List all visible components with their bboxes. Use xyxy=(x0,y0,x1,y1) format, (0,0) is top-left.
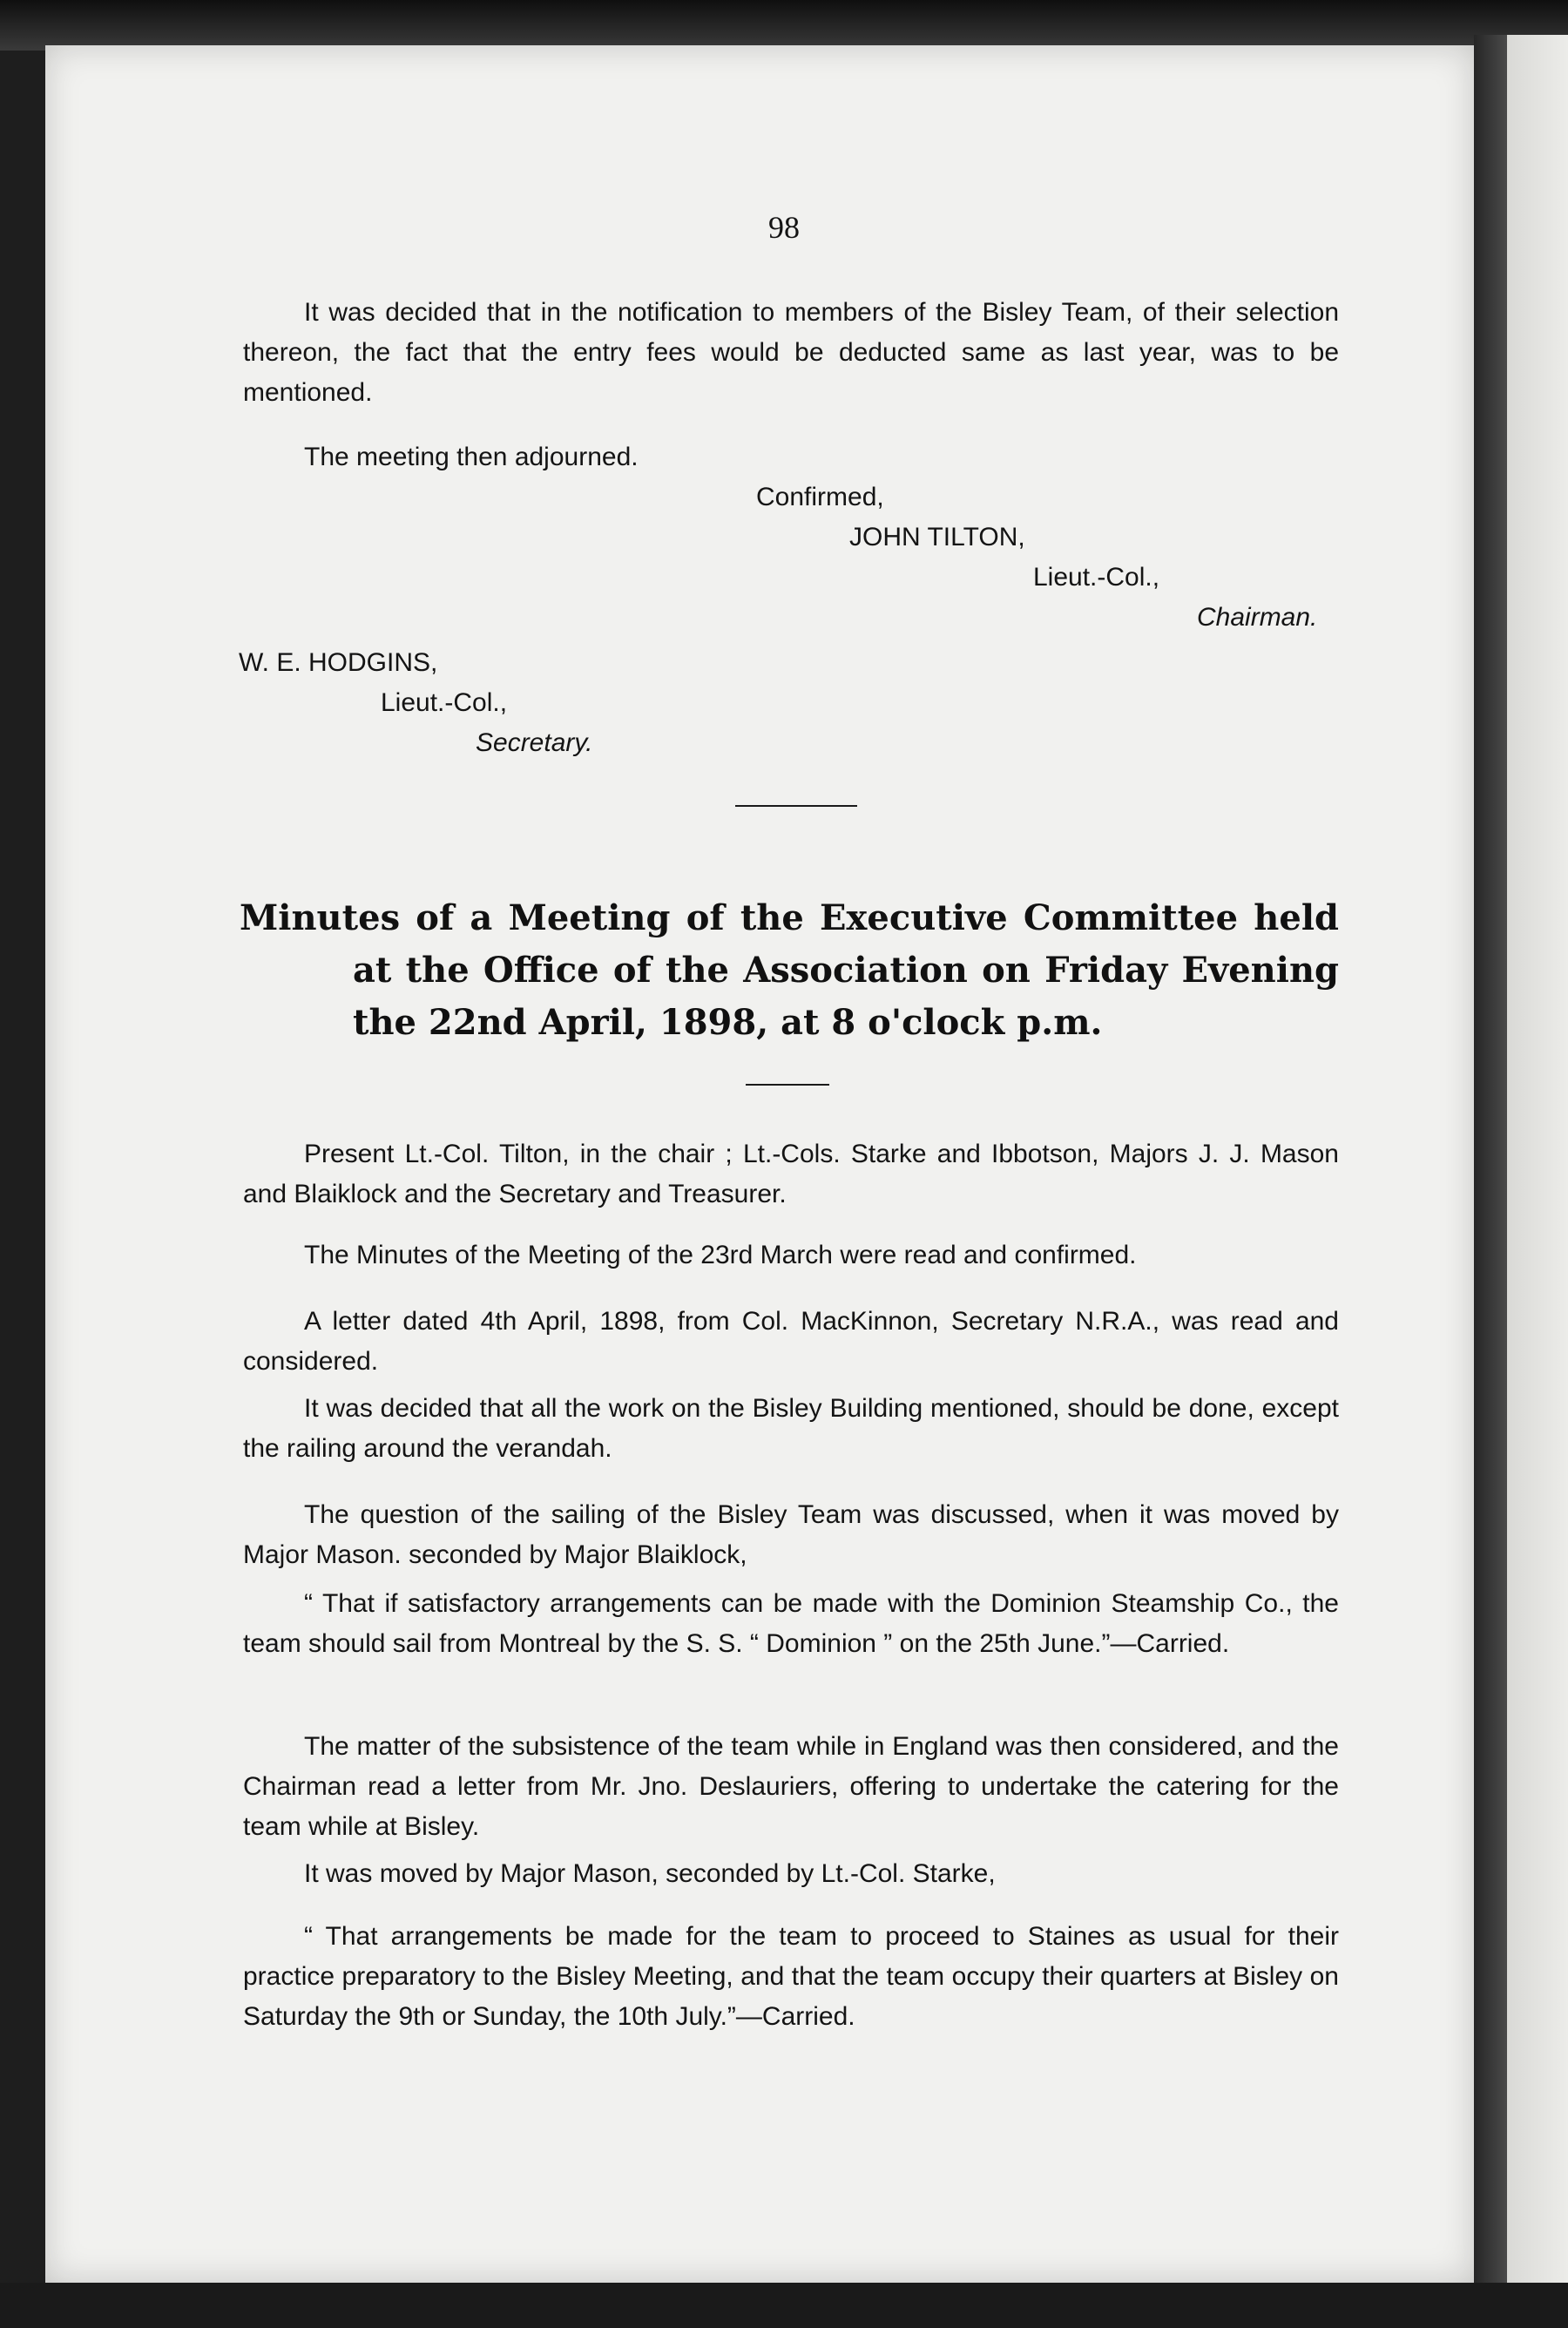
paragraph-minutes-confirmed: The Minutes of the Meeting of the 23rd March were read and confirmed. xyxy=(304,1241,1137,1269)
minutes-heading: Minutes of a Meeting of the Executive Committee held at the Office of the Association on Friday Evening the 22nd April, 1898, at 8 o'clock p.m. xyxy=(240,897,1339,1043)
signature-secretary-rank: Lieut.-Col., xyxy=(381,688,508,717)
signature-confirmed: Confirmed, xyxy=(756,483,884,511)
paragraph-resolution-staines: “ That arrangements be made for the team to proceed to Staines as usual for their practice preparatory to the Bisley Meeting, and that the team occupy their quarters at Bisley on Saturday the 9th or Sunday, the 10th July.”—Carried. xyxy=(243,1922,1339,2031)
paragraph-letter-mackinnon: A letter dated 4th April, 1898, from Col. MacKinnon, Secretary N.R.A., was read and considered. xyxy=(243,1307,1339,1376)
scan-top-border xyxy=(0,0,1568,51)
facing-page-edge xyxy=(1507,35,1568,2300)
page-number: 98 xyxy=(768,210,800,245)
page-gutter-shadow xyxy=(1474,35,1507,2300)
signature-secretary-title: Secretary. xyxy=(476,728,593,757)
scan-bottom-border xyxy=(0,2283,1568,2328)
section-divider-top xyxy=(735,805,857,807)
paragraph-subsistence: The matter of the subsistence of the team while in England was then considered, and the Chairman read a letter from Mr. Jno. Deslauriers, offering to undertake the catering for the team while at Bisley. xyxy=(243,1732,1339,1841)
paragraph-sailing-question: The question of the sailing of the Bisley Team was discussed, when it was moved by Major Mason. seconded by Major Blaiklock, xyxy=(243,1500,1339,1569)
signature-chairman-name: JOHN TILTON, xyxy=(849,523,1025,552)
signature-secretary-name: W. E. HODGINS, xyxy=(239,648,438,677)
paragraph-bisley-notification: It was decided that in the notification to members of the Bisley Team, of their selection thereon, the fact that the entry fees would be deducted same as last year, was to be mentioned. xyxy=(243,298,1339,407)
paragraph-bisley-building: It was decided that all the work on the Bisley Building mentioned, should be done, except the railing around the verandah. xyxy=(243,1394,1339,1463)
paragraph-present: Present Lt.-Col. Tilton, in the chair ; Lt.-Cols. Starke and Ibbotson, Majors J. J. Mason and Blaiklock and the Secretary and Treasurer. xyxy=(243,1140,1339,1208)
section-divider-bottom xyxy=(746,1084,829,1086)
paragraph-resolution-sailing: “ That if satisfactory arrangements can be made with the Dominion Steamship Co., the team should sail from Montreal by the S. S. “ Dominion ” on the 25th June.”—Carried. xyxy=(243,1589,1339,1658)
signature-chairman-rank: Lieut.-Col., xyxy=(1033,563,1160,592)
signature-chairman-title: Chairman. xyxy=(1197,603,1318,632)
paragraph-meeting-adjourned: The meeting then adjourned. xyxy=(304,443,639,471)
paragraph-moved-mason-starke: It was moved by Major Mason, seconded by Lt.-Col. Starke, xyxy=(304,1859,996,1888)
